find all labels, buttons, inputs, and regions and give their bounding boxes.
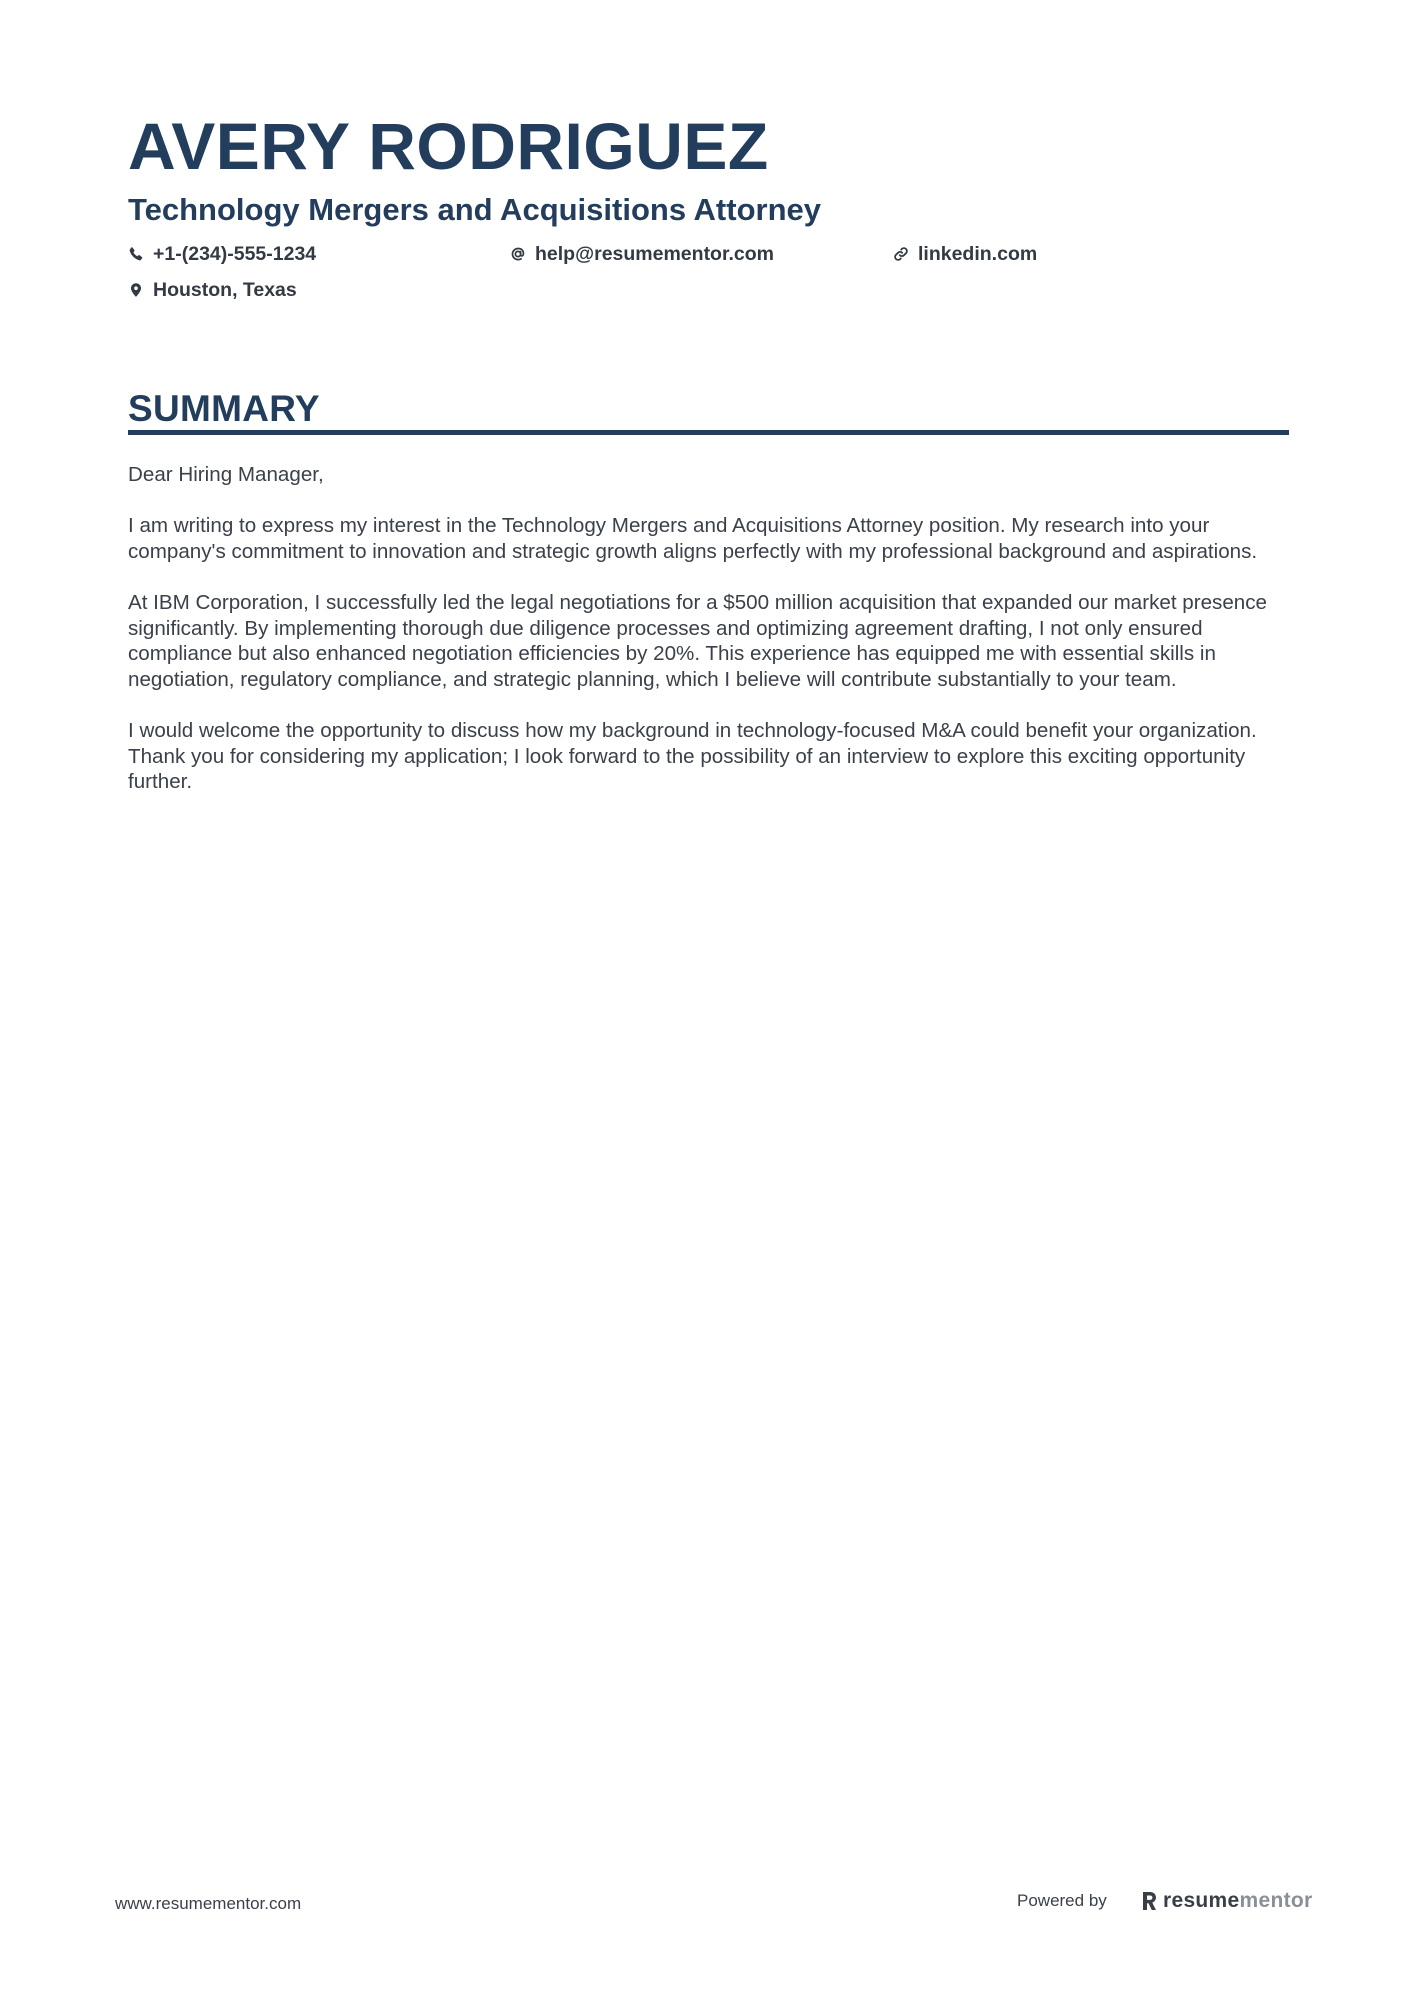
letter-paragraph: I am writing to express my interest in the Technology Mergers and Acquisitions Attorney position. My research into your company's commitment to innovation and strategic growth aligns perfectly with my professional background and aspirations.: [128, 514, 1258, 563]
letter-body: [128, 462, 1293, 820]
letter-paragraph: I would welcome the opportunity to discuss how my background in technology-focused M&A could benefit your organization. Thank you for considering my application; I look forward to the possibility of an interview to explore this exciting opportunity further.: [128, 718, 1257, 794]
location-pin-icon: [128, 282, 144, 298]
phone-icon: [128, 246, 144, 262]
summary-heading: SUMMARY: [128, 388, 320, 429]
link-icon: [893, 246, 909, 262]
brand-logo[interactable]: [1141, 1888, 1313, 1914]
contact-email: [510, 241, 774, 267]
job-title: Technology Mergers and Acquisitions Attorney: [128, 192, 821, 227]
footer-website-link[interactable]: www.resumementor.com: [115, 1894, 302, 1913]
salutation: Dear Hiring Manager,: [128, 463, 324, 486]
at-icon: [510, 246, 526, 262]
contact-location: [128, 277, 297, 303]
letter-paragraph: At IBM Corporation, I successfully led the legal negotiations for a $500 million acquisition that expanded our market presence significantly. By implementing thorough due diligence processes and optimizing agreement drafting, I not only ensured compliance but also enhanced negotiation efficiencies by 20%. This experience has equipped me with essential skills in negotiation, regulatory compliance, and strategic planning, which I believe will contribute substantially to your team.: [128, 590, 1268, 691]
powered-by-label: Powered by: [1017, 1891, 1107, 1910]
contact-website: [893, 241, 1037, 267]
email-text[interactable]: help@resumementor.com: [535, 243, 774, 265]
phone-text[interactable]: +1-(234)-555-1234: [153, 243, 317, 265]
location-text: Houston, Texas: [153, 279, 297, 301]
contact-phone: [128, 241, 316, 267]
brand-logo-icon: [1141, 1890, 1158, 1912]
brand-name-part2: mentor: [1239, 1889, 1313, 1912]
brand-name-part1: resume: [1163, 1889, 1240, 1912]
section-divider: [128, 430, 1289, 435]
candidate-name: AVERY RODRIGUEZ: [128, 109, 769, 183]
website-text[interactable]: linkedin.com: [918, 243, 1038, 265]
